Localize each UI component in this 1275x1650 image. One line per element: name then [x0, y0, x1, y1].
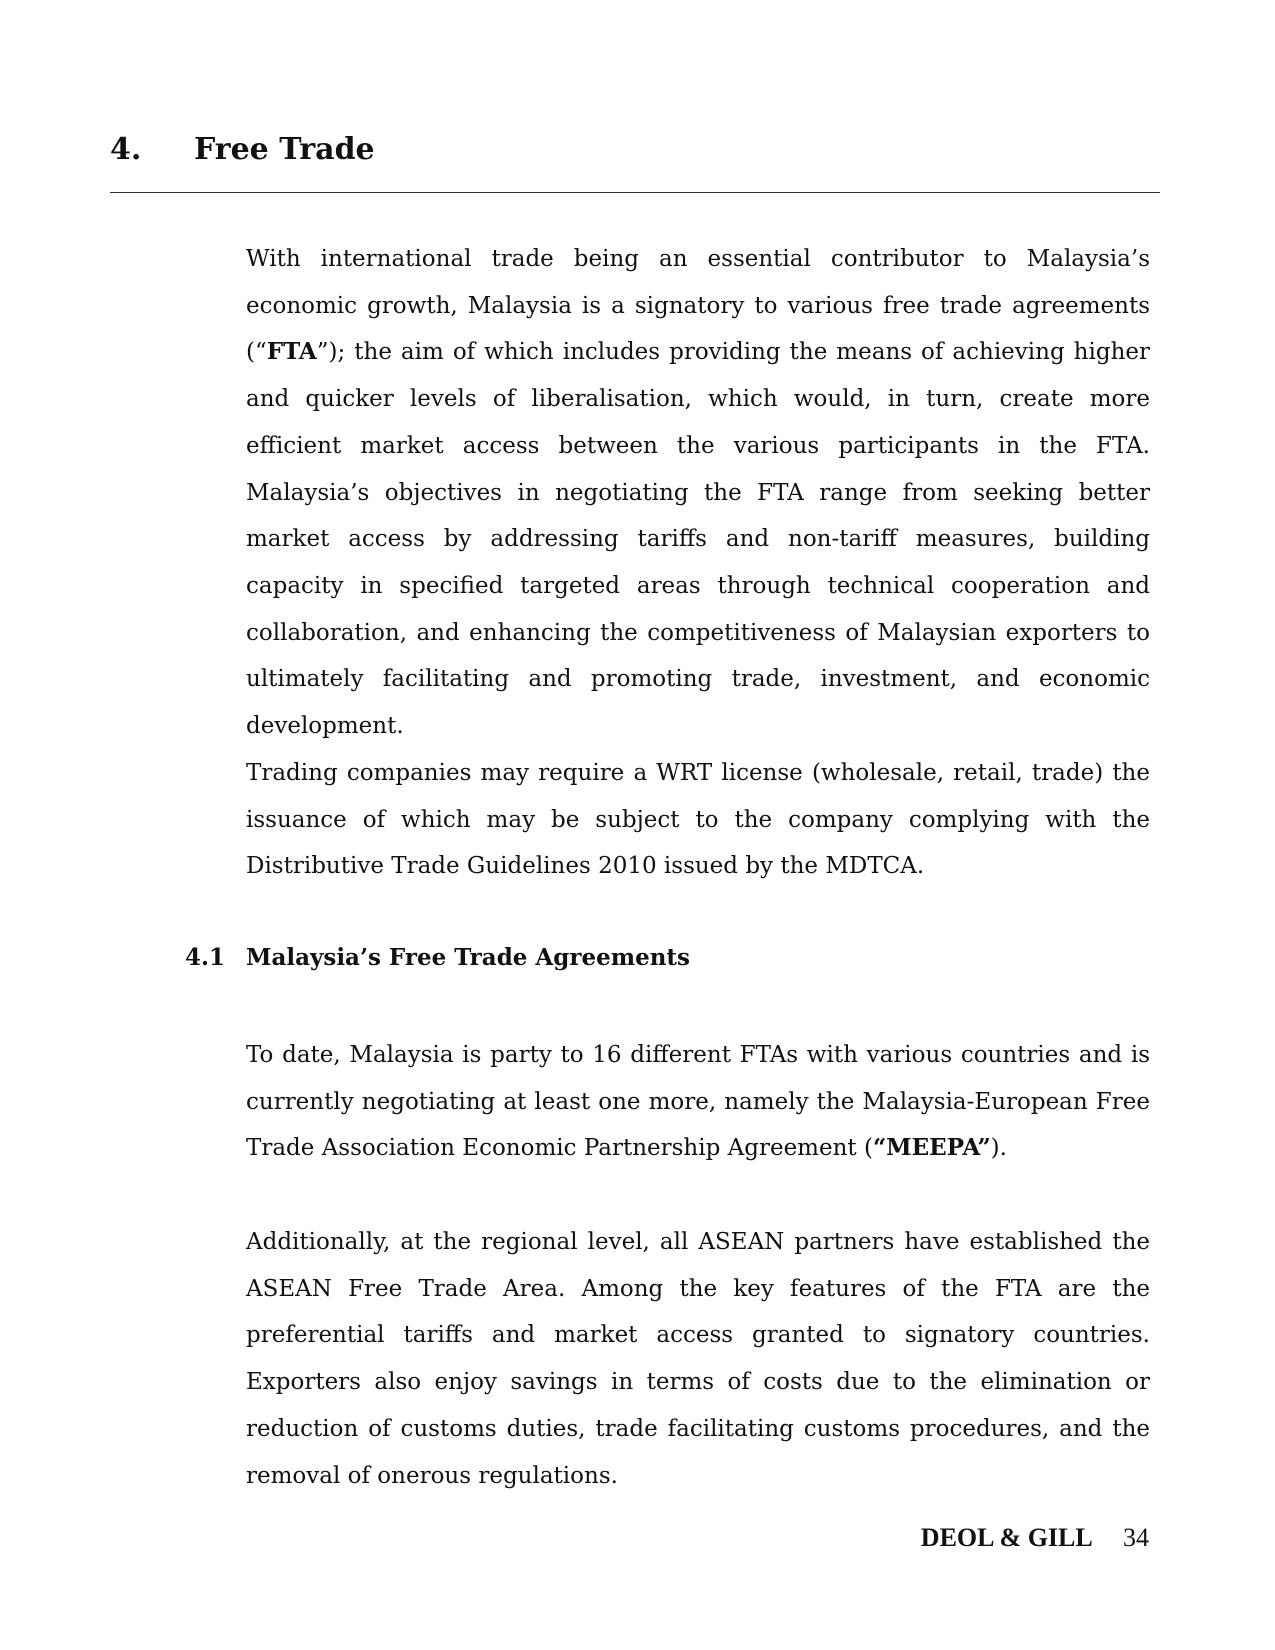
page-number: 34 [1123, 1523, 1149, 1552]
paragraph-text: To date, Malaysia is party to 16 different FTAs with various countries and is currently negotiating at least one more, namely the Malaysia-European Free Trade Association Economic Partnership Agreement ( [246, 1042, 1150, 1162]
paragraph-fta-count [246, 1032, 1150, 1172]
defined-term-meepa: “MEEPA” [872, 1134, 991, 1162]
paragraph-wrt-license [246, 750, 1150, 890]
subsection-number: 4.1 [185, 944, 226, 971]
paragraph-text: ”); the aim of which includes providing the means of achieving higher and quicker levels of liberalisation, which would, in turn, create more efficient market access between the various participants in the FTA. Malaysia’s objectives in negotiating the FTA range from seeking better market access by addressing tariffs and non-tariff measures, building capacity in specified targeted areas through technical cooperation and collaboration, and enhancing the competitiveness of Malaysian exporters to ultimately facilitating and promoting trade, investment, and economic development. [246, 339, 1150, 740]
subsection-title: Malaysia’s Free Trade Agreements [246, 944, 690, 971]
page-footer [921, 1520, 1149, 1556]
section-header [110, 128, 1160, 193]
paragraph-text: Trading companies may require a WRT license (wholesale, retail, trade) the issuance of which may be subject to the company complying with the Distributive Trade Guidelines 2010 issued by the MDTCA. [246, 760, 1150, 880]
firm-name: DEOL & GILL [920, 1523, 1093, 1552]
paragraph-fta-overview [246, 236, 1150, 750]
paragraph-asean-fta [246, 1219, 1150, 1499]
section-title: Free Trade [194, 132, 375, 167]
section-number: 4. [110, 132, 142, 167]
paragraph-text: ). [990, 1135, 1007, 1162]
paragraph-text: Additionally, at the regional level, all ASEAN partners have established the ASEAN Free Trade Area. Among the key features of the FTA are the preferential tariffs and market access granted to signatory countries. Exporters also enjoy savings in terms of costs due to the elimination or reduction of customs duties, trade facilitating customs procedures, and the removal of onerous regulations. [246, 1229, 1150, 1489]
defined-term-fta: FTA [266, 338, 317, 366]
paragraph-text: With international trade being an essential contributor to Malaysia’s economic growth, Malaysia is a signatory to various free trade agreements (“ [246, 246, 1150, 366]
